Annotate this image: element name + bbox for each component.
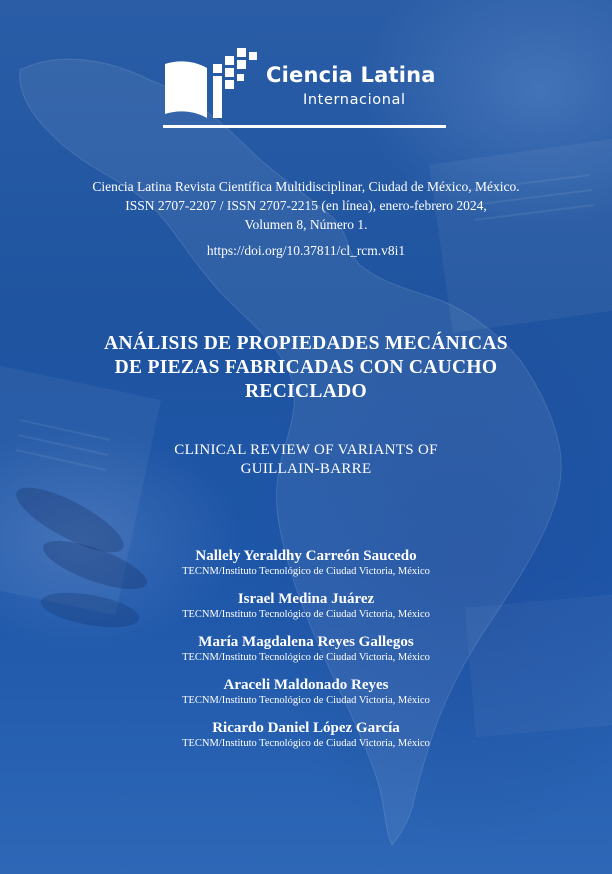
author-name: Ricardo Daniel López García: [212, 720, 400, 736]
author-entry: [0, 676, 612, 719]
author-list: [0, 547, 612, 762]
author-name: Araceli Maldonado Reyes: [223, 677, 389, 693]
journal-info: [0, 177, 612, 234]
author-affiliation: TECNM/Instituto Tecnológico de Ciudad Victoria, México: [182, 738, 430, 749]
journal-line-3: Volumen 8, Número 1.: [244, 217, 368, 232]
journal-line-2: ISSN 2707-2207 / ISSN 2707-2215 (en línea), enero-febrero 2024,: [125, 198, 487, 213]
author-entry: [0, 633, 612, 676]
author-name: Israel Medina Juárez: [237, 591, 375, 607]
open-book-pixel-icon: [163, 46, 259, 122]
title-line-1: ANÁLISIS DE PROPIEDADES MECÁNICAS: [104, 333, 508, 354]
article-title: [60, 332, 552, 404]
author-affiliation: TECNM/Instituto Tecnológico de Ciudad Victoria, México: [182, 566, 430, 577]
logo-underline: [163, 125, 446, 128]
journal-line-1: Ciencia Latina Revista Científica Multidisciplinar, Ciudad de México, México.: [92, 179, 520, 194]
subtitle-line-2: GUILLAIN-BARRE: [240, 461, 372, 477]
author-entry: [0, 547, 612, 590]
title-line-3: RECICLADO: [245, 381, 367, 402]
author-affiliation: TECNM/Instituto Tecnológico de Ciudad Victoria, México: [182, 609, 430, 620]
journal-logo: [163, 46, 453, 130]
brand-name: Ciencia Latina: [266, 63, 436, 87]
doi-link[interactable]: https://doi.org/10.37811/cl_rcm.v8i1: [206, 243, 406, 258]
author-entry: [0, 719, 612, 762]
brand-subtitle: Internacional: [303, 92, 406, 108]
author-affiliation: TECNM/Instituto Tecnológico de Ciudad Victoria, México: [182, 695, 430, 706]
subtitle-line-1: CLINICAL REVIEW OF VARIANTS OF: [174, 442, 438, 458]
author-entry: [0, 590, 612, 633]
article-subtitle: [60, 441, 552, 479]
title-line-2: DE PIEZAS FABRICADAS CON CAUCHO: [114, 357, 498, 378]
author-name: Nallely Yeraldhy Carreón Saucedo: [195, 548, 417, 564]
author-affiliation: TECNM/Instituto Tecnológico de Ciudad Victoria, México: [182, 652, 430, 663]
author-name: María Magdalena Reyes Gallegos: [198, 634, 414, 650]
